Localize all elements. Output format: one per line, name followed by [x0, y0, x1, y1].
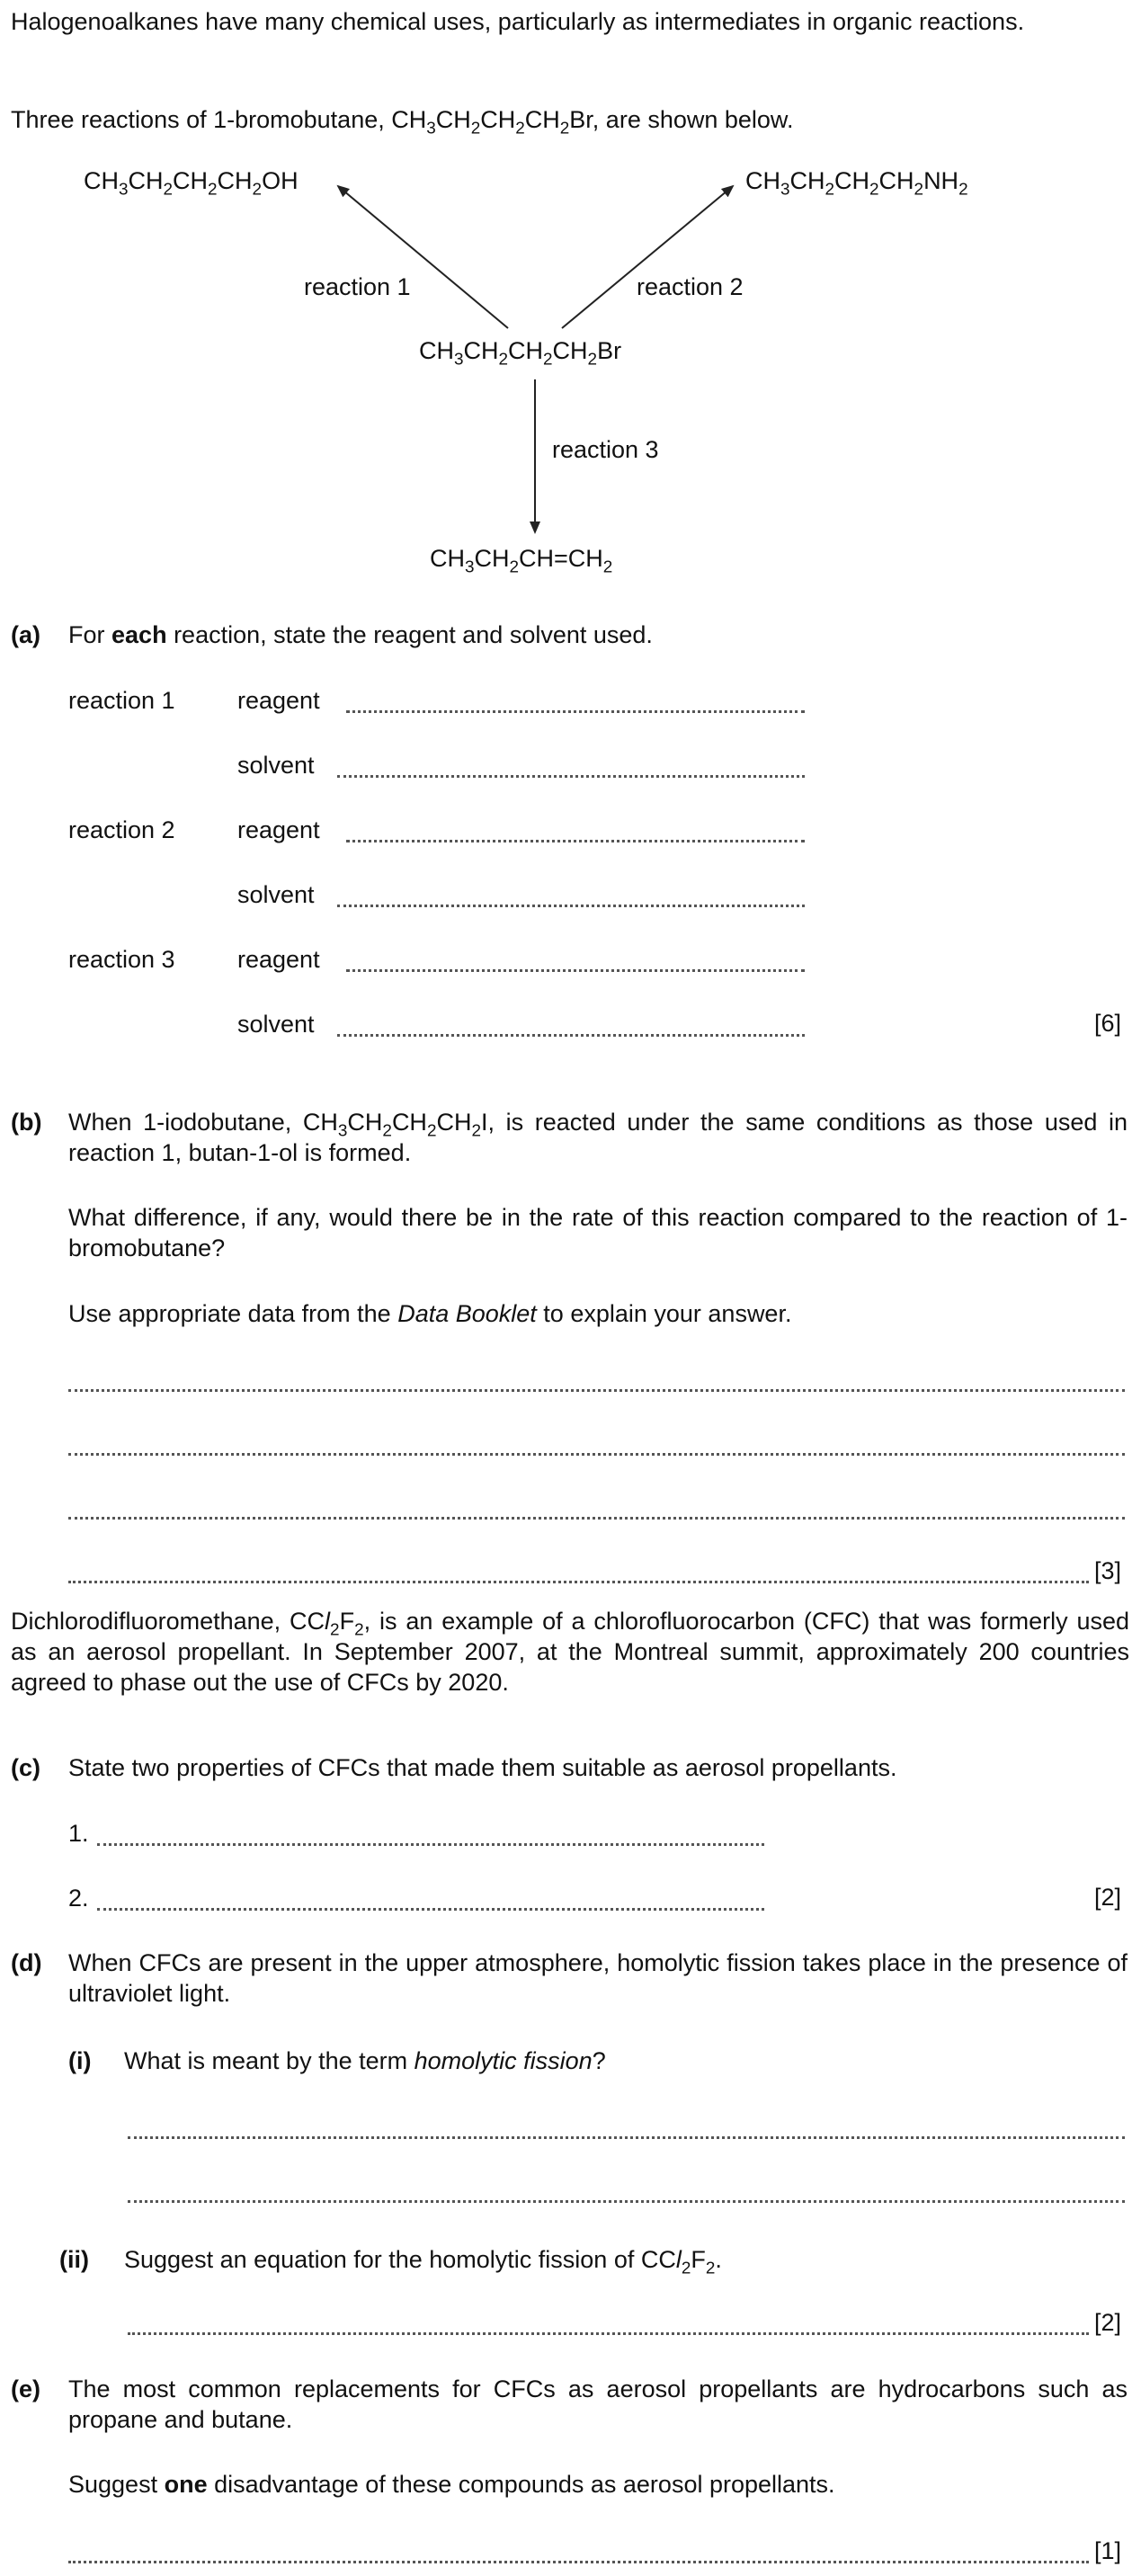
d-i-answer-line-1[interactable] — [128, 2136, 1125, 2139]
intro-text: Halogenoalkanes have many chemical uses, particularly as intermediates in organic reactions. — [11, 8, 1025, 35]
part-a-label: (a) — [11, 621, 40, 648]
product-butanol: $CH_3CH_2CH_2CH_2OH$ — [84, 167, 299, 200]
part-e-question-2: Suggest one disadvantage of these compounds as aerosol propellants. — [68, 2471, 835, 2498]
reaction-scheme-arrows — [0, 0, 1141, 593]
intro-text-part: CH — [480, 106, 516, 133]
answer-line-reaction2-solvent[interactable] — [337, 905, 805, 907]
b-answer-line-1[interactable] — [68, 1389, 1125, 1392]
part-d-i-label: (i) — [68, 2047, 92, 2074]
part-b-paragraph-2: What difference, if any, would there be in the rate of this reaction compared to the reaction of 1-bromobutane? — [68, 1204, 1128, 1261]
label-reaction-2: reaction 2 — [637, 273, 744, 300]
part-a-marks: [6] — [1094, 1010, 1122, 1037]
part-c-label: (c) — [11, 1754, 40, 1781]
part-c-marks: [2] — [1094, 1884, 1122, 1911]
part-e-label: (e) — [11, 2375, 40, 2402]
part-d-question: When CFCs are present in the upper atmosphere, homolytic fission takes place in the presence of ultraviolet light. — [68, 1949, 1128, 2007]
part-d-ii-label: (ii) — [59, 2246, 89, 2273]
a-row6-field: solvent — [237, 1011, 315, 1038]
part-a-question: For each reaction, state the reagent and solvent used. — [68, 621, 653, 648]
part-b-paragraph-3: Use appropriate data from the Data Booklet to explain your answer. — [68, 1300, 792, 1327]
a-row3-field: reagent — [237, 816, 320, 843]
part-d-i-question: What is meant by the term homolytic fission? — [124, 2047, 606, 2074]
intro-text-part: Three reactions of 1-bromobutane, CH — [11, 106, 427, 133]
a-row3-reaction: reaction 2 — [68, 816, 175, 843]
part-b-paragraph-1: When 1-iodobutane, $CH_3CH_2CH_2CH_2I$, is reacted under the same conditions as those used in reaction 1, butan-1-ol is formed. — [68, 1109, 1128, 1166]
part-e-question: The most common replacements for CFCs as aerosol propellants are hydrocarbons such as propane and butane. — [68, 2375, 1128, 2433]
a-row1-reaction: reaction 1 — [68, 687, 175, 714]
c-item-2-label: 2. — [68, 1885, 89, 1912]
label-reaction-3: reaction 3 — [552, 436, 659, 463]
a-row5-reaction: reaction 3 — [68, 946, 175, 973]
c-answer-line-1[interactable] — [97, 1843, 764, 1846]
c-answer-line-2[interactable] — [97, 1908, 764, 1911]
product-butylamine: $CH_3CH_2CH_2CH_2NH_2$ — [745, 167, 968, 200]
part-e-marks: [1] — [1094, 2537, 1122, 2564]
start-bromobutane: $CH_3CH_2CH_2CH_2Br$ — [419, 337, 622, 370]
product-butene: $CH_3CH_2CH=CH_2$ — [430, 545, 613, 577]
part-d-ii-question: Suggest an equation for the homolytic fission of $CCl_2F_2$. — [124, 2246, 722, 2278]
arrow-reaction-1 — [338, 186, 508, 328]
answer-line-reaction3-solvent[interactable] — [337, 1034, 805, 1037]
a-row1-field: reagent — [237, 687, 320, 714]
intro-text-part: CH — [524, 106, 560, 133]
part-d-label: (d) — [11, 1949, 42, 1976]
b-answer-line-2[interactable] — [68, 1453, 1125, 1456]
intro-text-part: CH — [435, 106, 471, 133]
answer-line-reaction3-reagent[interactable] — [346, 969, 805, 972]
answer-line-reaction1-solvent[interactable] — [337, 775, 805, 778]
intro-text-part: Br, are shown below. — [569, 106, 794, 133]
part-c-question: State two properties of CFCs that made them suitable as aerosol propellants. — [68, 1754, 897, 1781]
arrow-reaction-2 — [562, 186, 733, 328]
c-item-1-label: 1. — [68, 1820, 89, 1847]
e-answer-line[interactable] — [68, 2561, 1089, 2563]
a-row4-field: solvent — [237, 881, 315, 908]
d-i-answer-line-2[interactable] — [128, 2200, 1125, 2203]
label-reaction-1: reaction 1 — [304, 273, 411, 300]
b-answer-line-4[interactable] — [68, 1581, 1089, 1583]
answer-line-reaction1-reagent[interactable] — [346, 710, 805, 713]
b-answer-line-3[interactable] — [68, 1517, 1125, 1520]
part-b-marks: [3] — [1094, 1557, 1122, 1584]
part-b-label: (b) — [11, 1109, 42, 1136]
part-d-marks: [2] — [1094, 2309, 1122, 2336]
a-row2-field: solvent — [237, 752, 315, 779]
cfc-intro-paragraph: Dichlorodifluoromethane, $CCl_2F_2$, is an example of a chlorofluorocarbon (CFC) that was formerly used as an aerosol propellant. In September 2007, at the Montreal summit, approximately 200 countries agreed to phase out the use of CFCs by 2020. — [11, 1608, 1129, 1696]
answer-line-reaction2-reagent[interactable] — [346, 840, 805, 842]
a-row5-field: reagent — [237, 946, 320, 973]
intro-reactions-sentence: Three reactions of 1-bromobutane, $CH_3CH_2CH_2CH_2Br$, are shown below. — [11, 106, 794, 138]
d-ii-answer-line[interactable] — [128, 2332, 1089, 2335]
